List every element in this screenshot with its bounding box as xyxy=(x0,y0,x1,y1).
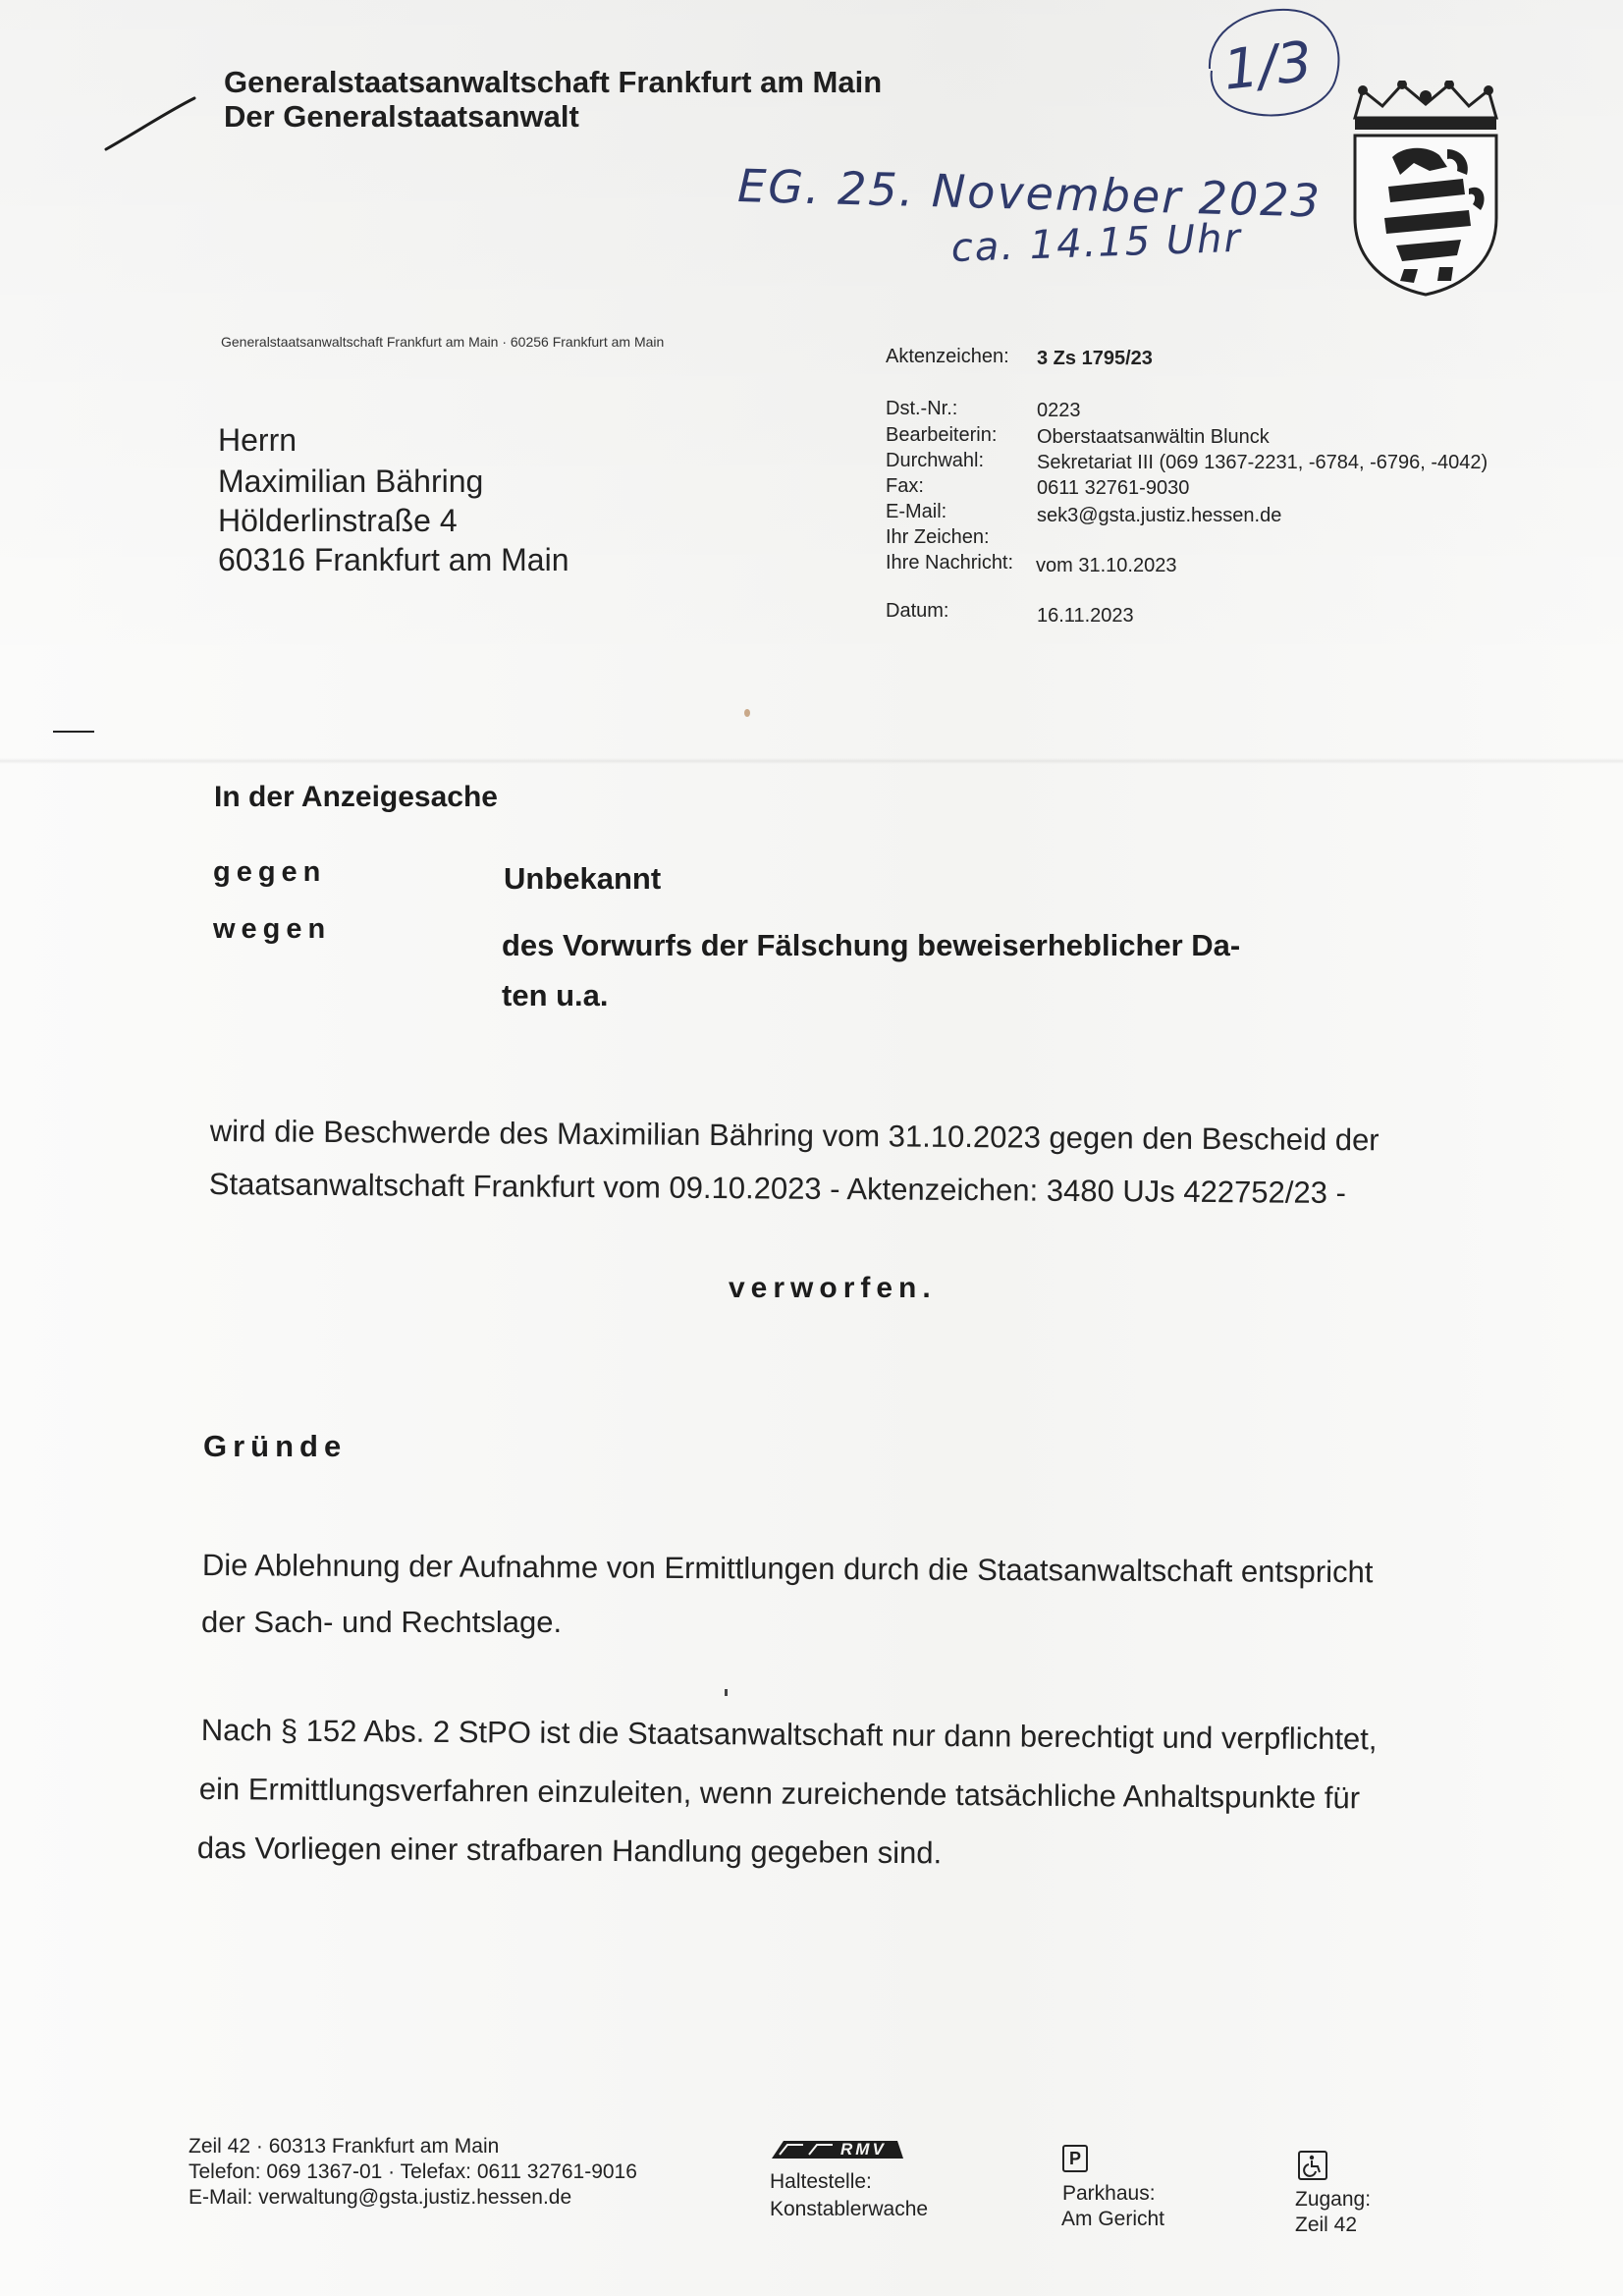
decision-line2: Staatsanwaltschaft Frankfurt vom 09.10.2023 - Aktenzeichen: 3480 UJs 422752/23 - xyxy=(208,1167,1346,1211)
meta-label-fax: Fax: xyxy=(886,475,924,497)
case-title: In der Anzeigesache xyxy=(214,781,498,813)
recipient-name: Maximilian Bähring xyxy=(218,464,484,499)
meta-label-ihre-nachricht: Ihre Nachricht: xyxy=(886,552,1014,574)
zugang-value: Zeil 42 xyxy=(1295,2214,1358,2236)
recipient-city: 60316 Frankfurt am Main xyxy=(218,542,569,577)
meta-value-fax: 0611 32761-9030 xyxy=(1037,477,1190,499)
reasons-p2-line3: das Vorliegen einer strafbaren Handlung gegeben sind. xyxy=(196,1831,943,1871)
meta-label-email: E-Mail: xyxy=(886,501,947,522)
sender-return-address: Generalstaatsanwaltschaft Frankfurt am Main · 60256 Frankfurt am Main xyxy=(221,334,665,350)
wheelchair-icon xyxy=(1298,2151,1327,2180)
paper-fold xyxy=(0,758,1623,764)
meta-label-dst-nr: Dst.-Nr.: xyxy=(886,398,958,419)
meta-value-ihre-nachricht: vom 31.10.2023 xyxy=(1036,555,1177,576)
reasons-p1-line2: der Sach- und Rechtslage. xyxy=(201,1605,563,1639)
meta-value-durchwahl: Sekretariat III (069 1367-2231, -6784, -6796, -4042) xyxy=(1037,452,1488,473)
datum-label: Datum: xyxy=(886,600,949,622)
haltestelle-label: Haltestelle: xyxy=(770,2170,872,2193)
rmv-logo-text: RMV xyxy=(840,2140,887,2159)
rmv-logo-icon xyxy=(770,2139,905,2160)
received-note-time: ca. 14.15 Uhr xyxy=(950,215,1243,271)
reasons-p1-line1: Die Ablehnung der Aufnahme von Ermittlungen durch die Staatsanwaltschaft entspricht xyxy=(201,1548,1374,1590)
meta-label-ihr-zeichen: Ihr Zeichen: xyxy=(886,526,990,548)
meta-label-durchwahl: Durchwahl: xyxy=(886,450,985,471)
meta-value-bearbeiterin: Oberstaatsanwältin Blunck xyxy=(1037,426,1270,448)
parking-icon: P xyxy=(1062,2145,1088,2172)
fold-mark xyxy=(53,731,94,733)
paper-speck xyxy=(725,1689,728,1696)
aktenzeichen-value: 3 Zs 1795/23 xyxy=(1037,348,1153,369)
aktenzeichen-label: Aktenzeichen: xyxy=(886,346,1009,367)
recipient-street: Hölderlinstraße 4 xyxy=(218,503,458,538)
parkhaus-value: Am Gericht xyxy=(1061,2208,1165,2230)
received-note-date: EG. 25. November 2023 xyxy=(736,159,1323,228)
pen-stroke-mark xyxy=(98,90,206,159)
decision-line1: wird die Beschwerde des Maximilian Bähring vom 31.10.2023 gegen den Bescheid der xyxy=(209,1114,1380,1158)
parkhaus-label: Parkhaus: xyxy=(1062,2182,1156,2205)
hessen-lion-coat-of-arms-icon xyxy=(1345,81,1507,297)
wegen-value-line2: ten u.a. xyxy=(502,978,609,1012)
footer-address: Zeil 42 · 60313 Frankfurt am Main xyxy=(189,2135,500,2158)
verdict: verworfen. xyxy=(729,1272,937,1304)
wegen-label: wegen xyxy=(213,913,332,945)
authority-subtitle: Der Generalstaatsanwalt xyxy=(224,99,579,134)
page-number-handwritten: 1/3 xyxy=(1220,29,1316,103)
gegen-label: gegen xyxy=(213,856,327,888)
zugang-label: Zugang: xyxy=(1295,2188,1372,2211)
meta-value-dst-nr: 0223 xyxy=(1037,400,1081,421)
wegen-value-line1: des Vorwurfs der Fälschung beweiserheblicher Da- xyxy=(502,928,1241,962)
datum-value: 16.11.2023 xyxy=(1037,605,1134,627)
footer-phone: Telefon: 069 1367-01 · Telefax: 0611 32761-9016 xyxy=(189,2160,637,2183)
gegen-value: Unbekannt xyxy=(504,861,662,896)
authority-name: Generalstaatsanwaltschaft Frankfurt am Main xyxy=(224,65,883,99)
recipient-salutation: Herrn xyxy=(218,422,298,458)
haltestelle-value: Konstablerwache xyxy=(770,2198,929,2220)
meta-value-email: sek3@gsta.justiz.hessen.de xyxy=(1037,505,1282,526)
reasons-p2-line2: ein Ermittlungsverfahren einzuleiten, wenn zureichende tatsächliche Anhaltspunkte für xyxy=(198,1772,1361,1816)
meta-label-bearbeiterin: Bearbeiterin: xyxy=(886,424,998,446)
reasons-p2-line1: Nach § 152 Abs. 2 StPO ist die Staatsanwaltschaft nur dann berechtigt und verpflichtet, xyxy=(200,1713,1378,1757)
paper-speck xyxy=(744,709,750,717)
footer-email: E-Mail: verwaltung@gsta.justiz.hessen.de xyxy=(189,2186,572,2209)
reasons-heading: Gründe xyxy=(203,1429,348,1463)
